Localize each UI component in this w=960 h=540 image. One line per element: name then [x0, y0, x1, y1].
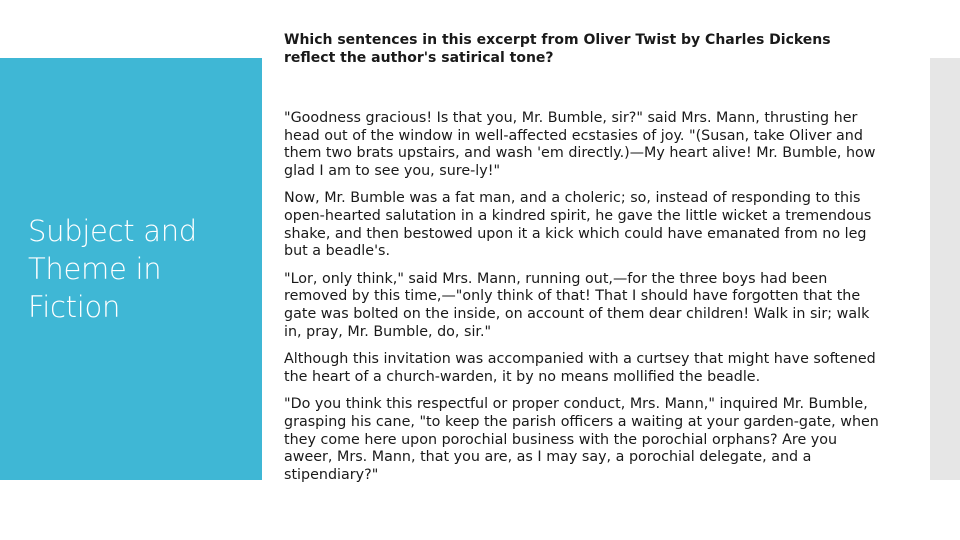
- excerpt-paragraph: "Goodness gracious! Is that you, Mr. Bumble, sir?" said Mrs. Mann, thrusting her head out of the window in well-affected ecstasies of joy. "(Susan, take Oliver and them two brats upstairs, and wash 'em directly.)—My heart alive! Mr. Bumble, how glad I am to see you, sure-ly!": [284, 110, 876, 179]
- excerpt-paragraph: Now, Mr. Bumble was a fat man, and a choleric; so, instead of responding to this open-hearted salutation in a kindred spirit, he gave the little wicket a tremendous shake, and then bestowed upon it a kick which could have emanated from no leg but a beadle's.: [284, 190, 872, 260]
- side-bar: [930, 58, 960, 480]
- question-text: Which sentences in this excerpt from Oliver Twist by Charles Dickens reflect the author's satirical tone?: [284, 32, 831, 66]
- slide-title: Subject and Theme in Fiction: [28, 214, 197, 324]
- excerpt-paragraph: "Do you think this respectful or proper conduct, Mrs. Mann," inquired Mr. Bumble, grasping his cane, "to keep the parish officers a waiting at your garden-gate, when they come here upon porochial business with the porochial orphans? Are you aweer, Mrs. Mann, that you are, as I may say, a porochial delegate, and a stipendiary?": [284, 396, 879, 483]
- excerpt-body: [284, 110, 890, 494]
- excerpt-paragraph: Although this invitation was accompanied with a curtsey that might have softened the heart of a church-warden, it by no means mollified the beadle.: [284, 351, 876, 385]
- excerpt-paragraph: "Lor, only think," said Mrs. Mann, running out,—for the three boys had been removed by this time,—"only think of that! That I should have forgotten that the gate was bolted on the inside, on account of them dear children! Walk in sir; walk in, pray, Mr. Bumble, do, sir.": [284, 270, 870, 340]
